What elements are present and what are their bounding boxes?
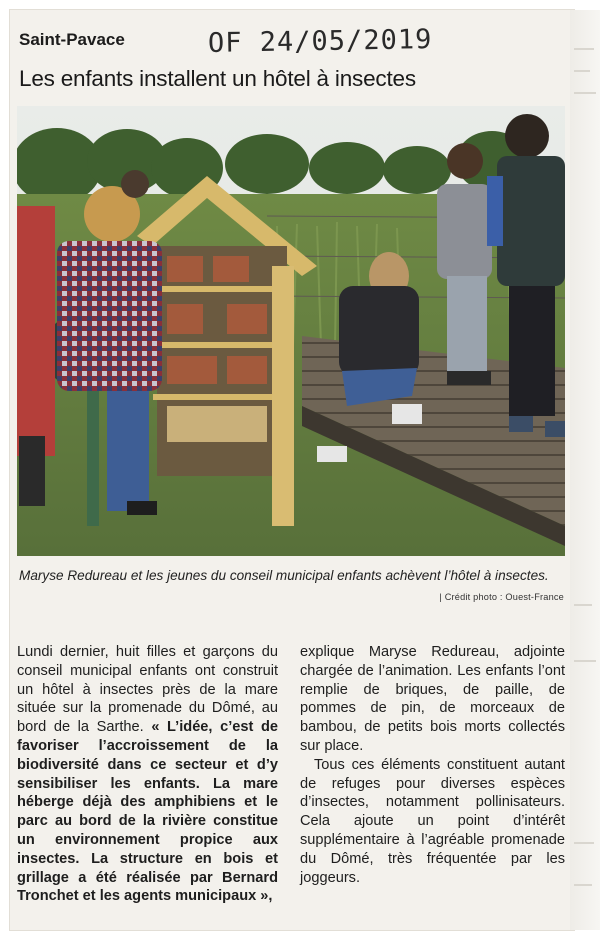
insect-hotel-photo-illustration [17, 106, 565, 556]
adjacent-page-edge [570, 10, 600, 930]
article-paragraph-1 [17, 643, 278, 906]
article-paragraph-2: explique Maryse Redureau, adjointe chargée de l’animation. Les enfants l’ont remplie de briques, de paille, de pommes de pin, de morceaux de bambou, de petits bois morts collectés sur place. [300, 644, 565, 754]
section-title: Saint-Pavace [19, 30, 125, 49]
photo-caption: Maryse Redureau et les jeunes du conseil municipal enfants achèvent l’hôtel à insectes. [19, 568, 549, 583]
adjacent-text-trace [574, 884, 592, 886]
adjacent-text-trace [574, 70, 590, 72]
adjacent-text-trace [574, 660, 596, 662]
handwritten-date-note: OF 24/05/2019 [207, 24, 433, 59]
article-paragraph-3: Tous ces éléments constituent autant de refuges pour diverses espèces d’insectes, notamment pollinisateurs. Cela ajoute un point d’intérêt supplémentaire à l’agréable promenade du Dômé, très fréquentée par les joggeurs. [300, 756, 565, 886]
photo-credit: | Crédit photo : Ouest-France [439, 592, 564, 602]
article-column-2 [300, 643, 565, 887]
lead-text: Lundi dernier, huit filles et garçons du conseil municipal enfants ont construit un hôtel à insectes près de la mare située sur la promenade du Dômé, au bord de la Sarthe. [17, 644, 278, 736]
quote-text: « L’idée, c’est de favoriser l’accroissement de la biodiversité dans ce secteur et d’y sensibiliser les enfants. La mare héberge déjà des amphibiens et le parc au bord de la rivière constitue un environnement propice aux insectes. La structure en bois et grillage a été réalisée par Bernard Tronchet et les agents municipaux », [17, 719, 278, 905]
article-column-1 [17, 643, 278, 906]
article-headline: Les enfants installent un hôtel à insectes [19, 66, 416, 91]
adjacent-text-trace [574, 92, 596, 94]
adjacent-text-trace [574, 604, 592, 606]
adjacent-text-trace [574, 48, 594, 50]
adjacent-text-trace [574, 842, 594, 844]
article-photo [17, 106, 565, 556]
